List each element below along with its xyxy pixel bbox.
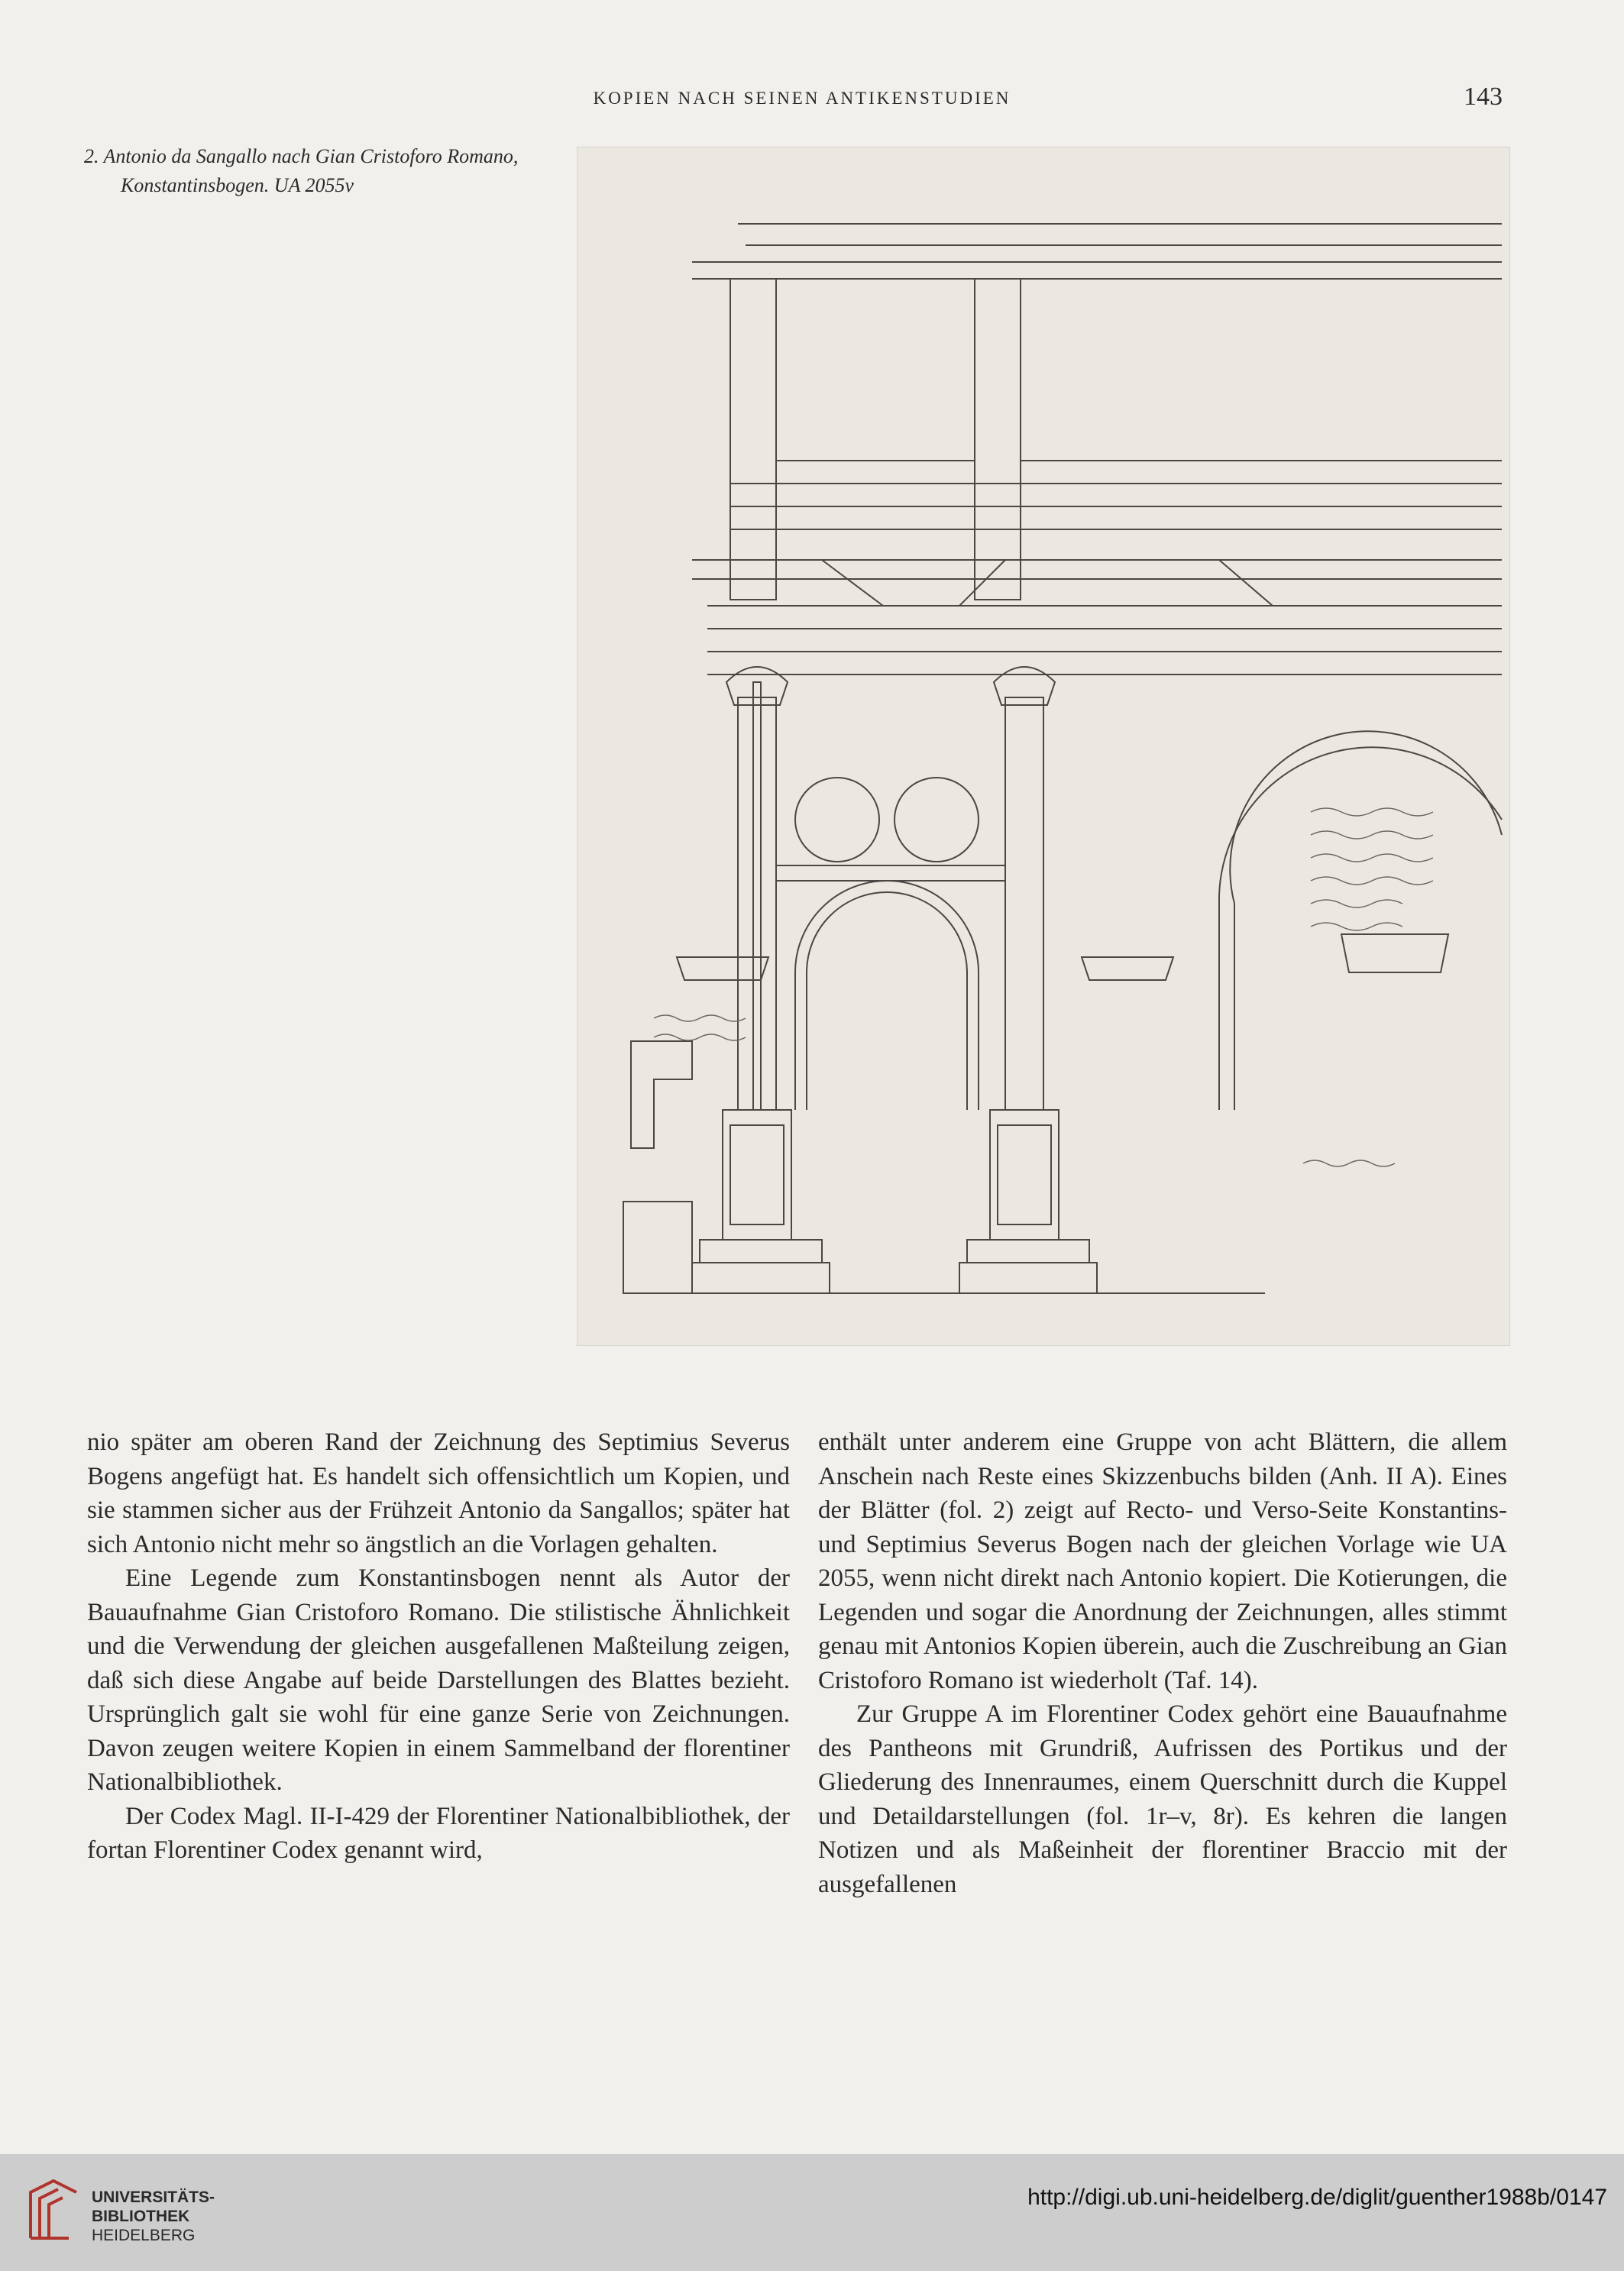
paragraph: Der Codex Magl. II-I-429 der Florentiner Nationalbibliothek, der fortan Florentiner Codex genannt wird,: [87, 1802, 790, 1864]
figure-plate: [577, 147, 1510, 1346]
library-name: [92, 2188, 215, 2245]
running-title: KOPIEN NACH SEINEN ANTIKENSTUDIEN: [593, 89, 1011, 108]
source-url-link[interactable]: http://digi.ub.uni-heidelberg.de/diglit/guenther1988b/0147: [1027, 2185, 1607, 2210]
library-line-1: UNIVERSITÄTS-: [92, 2189, 215, 2206]
caption-line-2: Konstantinsbogen. UA 2055v: [121, 174, 354, 196]
architectural-drawing-arch-icon: [577, 147, 1509, 1345]
library-footer: [0, 2154, 1624, 2271]
caption-line-1: 2. Antonio da Sangallo nach Gian Cristoforo Romano,: [84, 145, 519, 167]
paragraph: Zur Gruppe A im Florentiner Codex gehört eine Bauaufnahme des Pantheons mit Grundriß, Aufrissen des Portikus und der Gliederung des Innenraumes, einem Querschnitt durch die Kuppel und Detaildarstellungen (fol. 1r–v, 8r). Es kehren die langen Notizen und als Maßeinheit der florentiner Braccio mit der ausgefallenen: [818, 1700, 1507, 1898]
text-column-right: [818, 1425, 1507, 1901]
paragraph: Eine Legende zum Konstantinsbogen nennt als Autor der Bauaufnahme Gian Cristoforo Romano. Die stilistische Ähnlichkeit und die Verwendung der gleichen ausgefallenen Maßteilung zeigen, daß sich diese Angabe auf beide Darstellungen des Blattes bezieht. Ursprünglich galt sie wohl für eine ganze Serie von Zeichnungen. Davon zeugen weitere Kopien in einem Sammelband der florentiner Nationalbibliothek.: [87, 1564, 790, 1796]
library-line-3: HEIDELBERG: [92, 2227, 196, 2244]
page-number: 143: [1464, 82, 1503, 111]
paragraph: nio später am oberen Rand der Zeichnung des Septimius Severus Bogens angefügt hat. Es handelt sich offensichtlich um Kopien, und sie stammen sicher aus der Frühzeit Antonio da Sangallos; später hat sich Antonio nicht mehr so ängstlich an die Vorlagen gehalten.: [87, 1428, 790, 1558]
figure-caption: [84, 142, 558, 200]
text-column-left: [87, 1425, 790, 1868]
paragraph: enthält unter anderem eine Gruppe von acht Blättern, die allem Anschein nach Reste eines Skizzenbuchs bilden (Anh. II A). Eines der Blätter (fol. 2) zeigt auf Recto- und Verso-Seite Konstantins- und Septimius Severus Bogen nach der gleichen Vorlage wie UA 2055, wenn nicht direkt nach Antonio kopiert. Die Kotierungen, die Legenden und sogar die Anordnung der Zeichnungen, alles stimmt genau mit Antonios Kopien überein, auch die Zuschreibung an Gian Cristoforo Romano ist wiederholt (Taf. 14).: [818, 1428, 1507, 1694]
heidelberg-library-logo-icon: [23, 2177, 84, 2246]
library-line-2: BIBLIOTHEK: [92, 2208, 190, 2225]
